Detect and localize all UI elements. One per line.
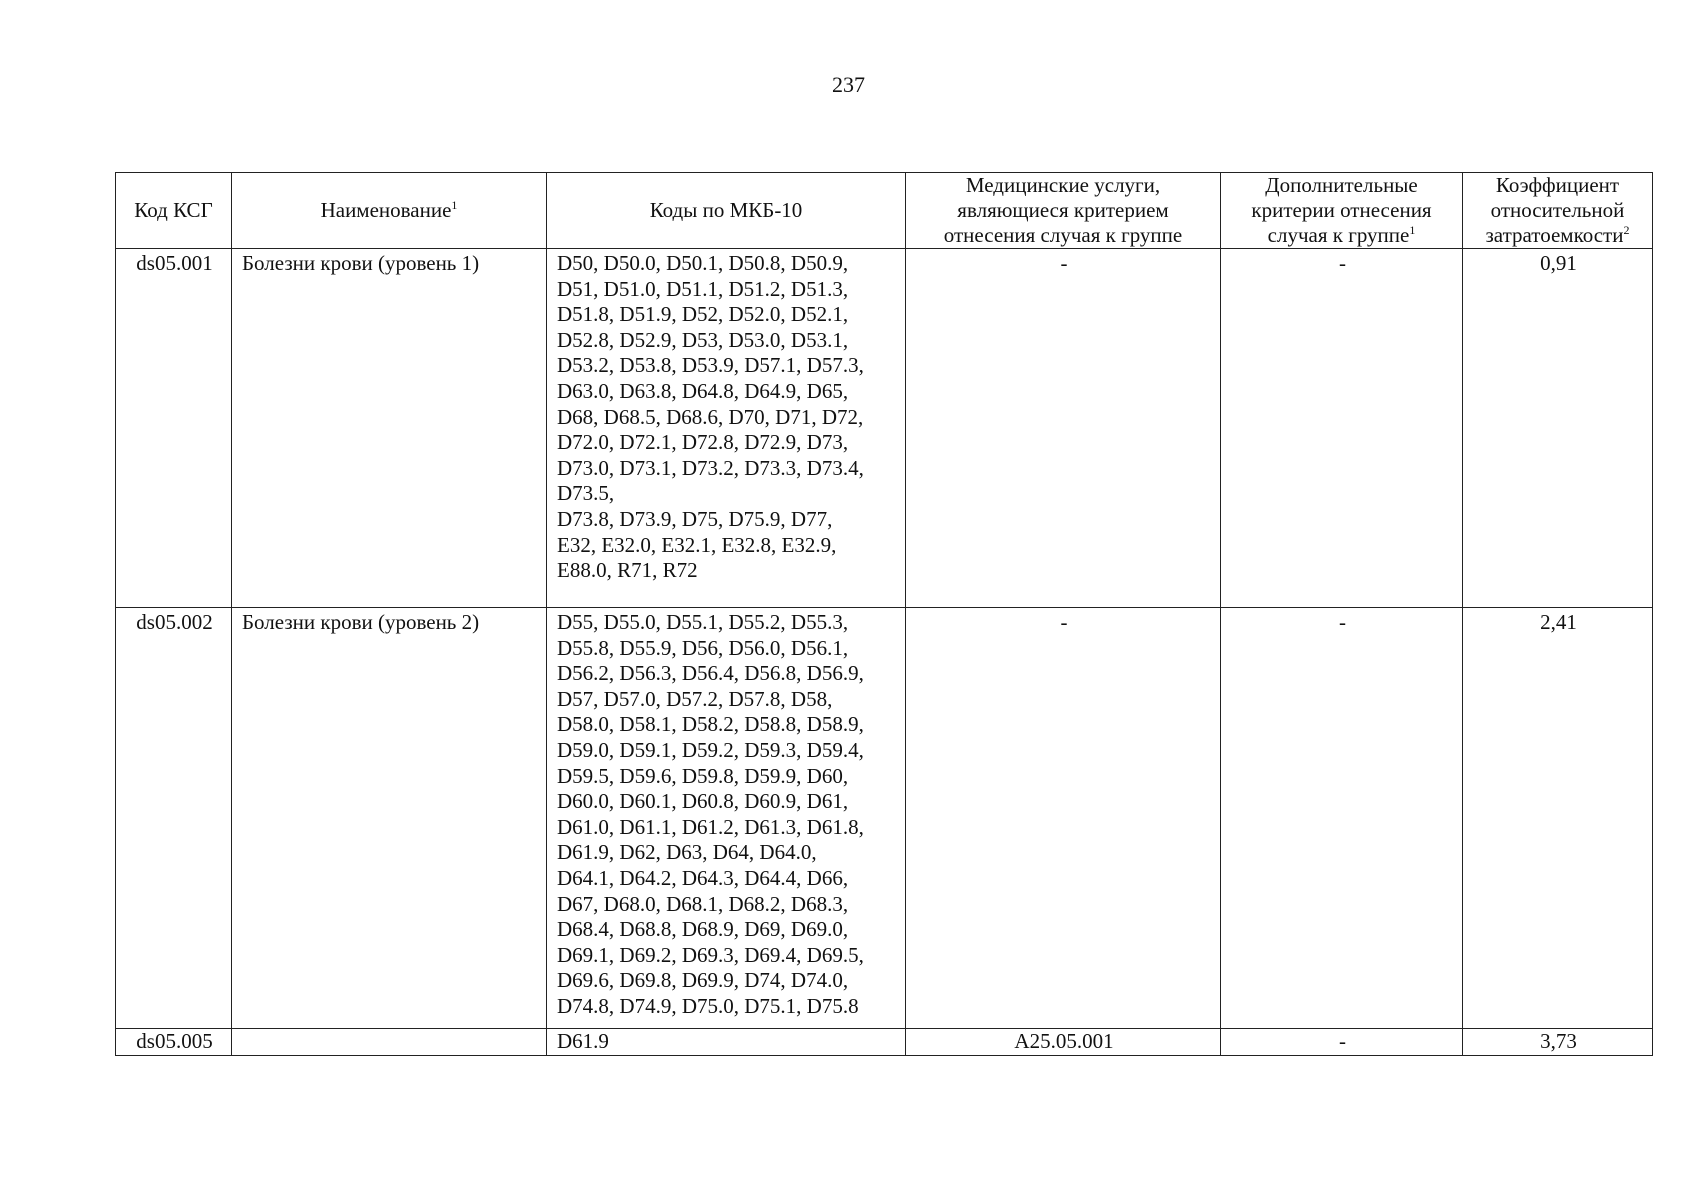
icd-codes-line: D68, D68.5, D68.6, D70, D71, D72, [557,404,864,429]
header-name: Наименование$^1$ [232,173,547,249]
ksg-code-cell: ds05.002 [116,608,232,1029]
table-row [116,608,1653,1029]
icd-codes-line: E88.0, R71, R72 [557,558,698,583]
ksg-table [115,172,1653,1056]
services-cell: - [906,608,1221,1029]
icd-codes-line: D57, D57.0, D57.2, D57.8, D58, [557,686,833,711]
icd-codes-cell [547,249,906,608]
icd-codes-line: D73.5, [557,481,615,506]
header-services: Медицинские услуги, являющиеся критерием отнесения случая к группе [906,173,1221,249]
icd-codes-line: D52.8, D52.9, D53, D53.0, D53.1, [557,327,849,352]
icd-codes-line: E32, E32.0, E32.1, E32.8, E32.9, [557,532,837,557]
services-cell: - [906,249,1221,608]
icd-codes-line: D61.9, D62, D63, D64, D64.0, [557,840,817,865]
icd-codes-line: D68.4, D68.8, D68.9, D69, D69.0, [557,917,849,942]
extra-criteria-cell: - [1221,608,1463,1029]
icd-codes-line: D50, D50.0, D50.1, D50.8, D50.9, [557,251,849,275]
icd-codes-line: D58.0, D58.1, D58.2, D58.8, D58.9, [557,712,864,737]
ksg-name-cell: Болезни крови (уровень 1) [232,249,547,608]
icd-codes-line: D53.2, D53.8, D53.9, D57.1, D57.3, [557,353,864,378]
icd-codes-cell [547,608,906,1029]
icd-codes-line: D55.8, D55.9, D56, D56.0, D56.1, [557,635,849,660]
icd-codes-line: D72.0, D72.1, D72.8, D72.9, D73, [557,430,849,455]
icd-codes-line: D69.6, D69.8, D69.9, D74, D74.0, [557,968,849,993]
ksg-code-cell: ds05.001 [116,249,232,608]
ksg-name-cell: Болезни крови (уровень 2) [232,608,547,1029]
extra-criteria-cell: - [1221,249,1463,608]
coefficient-cell: 3,73 [1463,1029,1653,1056]
table-row [116,249,1653,608]
icd-codes-line: D51, D51.0, D51.1, D51.2, D51.3, [557,276,849,301]
ksg-code-cell: ds05.005 [116,1029,232,1056]
icd-codes-cell [547,1029,906,1056]
extra-criteria-cell: - [1221,1029,1463,1056]
icd-codes-line: D51.8, D51.9, D52, D52.0, D52.1, [557,302,849,327]
header-extra-criteria: Дополнительные критерии отнесения случая к группе$^1$ [1221,173,1463,249]
coefficient-cell: 2,41 [1463,608,1653,1029]
icd-codes-line: D56.2, D56.3, D56.4, D56.8, D56.9, [557,661,864,686]
table-header-row [116,173,1653,249]
icd-codes-line: D69.1, D69.2, D69.3, D69.4, D69.5, [557,942,864,967]
table-row [116,1029,1653,1056]
page-number: 237 [832,72,865,97]
icd-codes-line: D59.5, D59.6, D59.8, D59.9, D60, [557,763,849,788]
header-code: Код КСГ [116,173,232,249]
header-icd-codes: Коды по МКБ-10 [547,173,906,249]
icd-codes-line: D74.8, D74.9, D75.0, D75.1, D75.8 [557,993,859,1018]
icd-codes-line: D64.1, D64.2, D64.3, D64.4, D66, [557,865,849,890]
icd-codes-line: D73.0, D73.1, D73.2, D73.3, D73.4, [557,455,864,480]
icd-codes-line: D55, D55.0, D55.1, D55.2, D55.3, [557,610,849,634]
icd-codes-line: D73.8, D73.9, D75, D75.9, D77, [557,506,833,531]
icd-codes-line: D59.0, D59.1, D59.2, D59.3, D59.4, [557,737,864,762]
icd-codes-line: D67, D68.0, D68.1, D68.2, D68.3, [557,891,849,916]
icd-codes-line: D61.0, D61.1, D61.2, D61.3, D61.8, [557,814,864,839]
icd-codes-line: D60.0, D60.1, D60.8, D60.9, D61, [557,789,849,814]
icd-codes-line: D63.0, D63.8, D64.8, D64.9, D65, [557,378,849,403]
services-cell: A25.05.001 [906,1029,1221,1056]
icd-codes-line: D61.9 [557,1029,609,1053]
coefficient-cell: 0,91 [1463,249,1653,608]
ksg-name-cell [232,1029,547,1056]
header-coefficient: Коэффициент относительной затратоемкости$^2$ [1463,173,1653,249]
